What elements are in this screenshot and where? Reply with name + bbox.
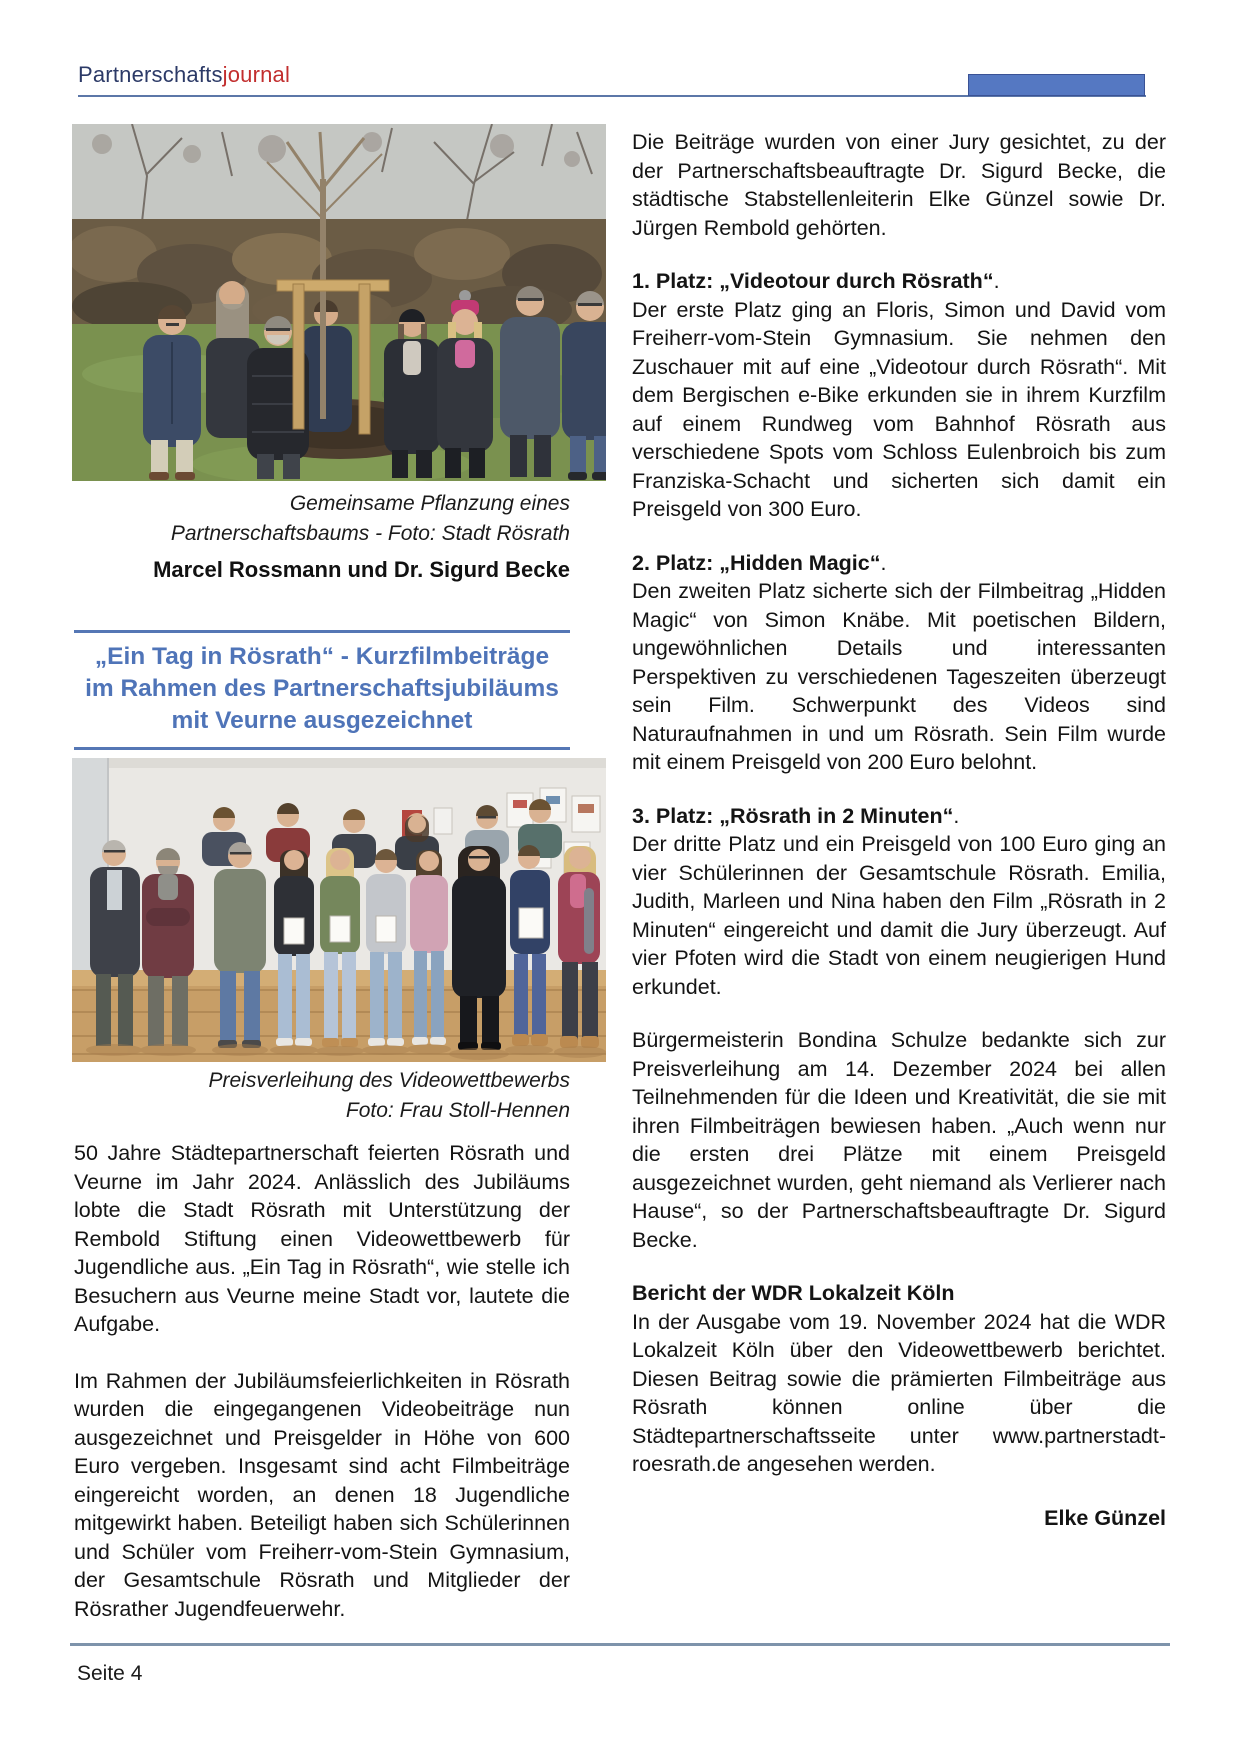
left-paragraph-1: 50 Jahre Städtepartnerschaft feierten Rösrath und Veurne im Jahr 2024. Anlässlich des Jubiläums lobte die Stadt Rösrath mit Unterstützung der Rembold Stiftung einen Videowettbewerb für Jugendliche aus. „Ein Tag in Rösrath“, wie stelle ich Besuchern aus Veurne meine Stadt vor, lautete die Aufgabe. <box>74 1141 570 1336</box>
mayor-paragraph: Bürgermeisterin Bondina Schulze bedankte sich zur Preisverleihung am 14. Dezember 2024 bei allen Teilnehmenden für die Ideen und Kreativität, die sie mit ihren Filmbeiträgen bewiesen haben. „Auch wenn nur die ersten drei Plätze mit einem Preisgeld ausgezeichnet wurden, geht niemand als Verlierer nach Hause“, so der Partnerschaftsbeauftragte Dr. Sigurd Becke. <box>632 1028 1166 1252</box>
prize1-body: Der erste Platz ging an Floris, Simon und David vom Freiherr-vom-Stein Gymnasium. Sie nehmen den Zuschauer mit auf eine „Videotour durch Rösrath“. Mit dem Bergischen e-Bike erkunden sie in ihrem Kurzfilm auf einem Rundweg vom Bahnhof Rösrath aus verschiedene Spots vom Schloss Eulenbroich bis zum Franziska-Schacht und sicherten sich damit ein Preisgeld von 300 Euro. <box>632 297 1166 521</box>
prize2-body: Den zweiten Platz sicherte sich der Filmbeitrag „Hidden Magic“ von Simon Knäbe. Mit poetischen Bildern, ungewöhnlichen Details und interessanten Perspektiven zu verschiedenen Tageszeiten überzeugt sein Film. Schwerpunkt des Videos sind Naturaufnahmen in und um Rösrath. Sein Film wurde mit einem Preisgeld von 200 Euro belohnt. <box>632 579 1166 774</box>
prize3-entry <box>632 802 1166 1002</box>
article-title-line3: mit Veurne ausgezeichnet <box>171 707 473 734</box>
photo-award-ceremony-illustration <box>72 758 606 1062</box>
article-title-line2: im Rahmen des Partnerschaftsjubiläums <box>85 675 559 702</box>
prize1-entry <box>632 267 1166 524</box>
wdr-heading: Bericht der WDR Lokalzeit Köln <box>632 1281 955 1305</box>
prize3-heading: 3. Platz: „Rösrath in 2 Minuten“. <box>632 803 960 828</box>
prize2-heading: 2. Platz: „Hidden Magic“. <box>632 550 887 575</box>
article-title-line1: „Ein Tag in Rösrath“ - Kurzfilmbeiträge <box>94 643 550 670</box>
article-title <box>74 630 570 750</box>
left-column-text <box>74 1139 570 1651</box>
page-number: Seite 4 <box>77 1662 143 1685</box>
footer-rule <box>70 1643 1170 1646</box>
photo1-byline: Marcel Rossmann und Dr. Sigurd Becke <box>153 557 570 582</box>
prize3-body: Der dritte Platz und ein Preisgeld von 100 Euro ging an vier Schülerinnen der Gesamtschule Rösrath. Emilia, Judith, Marleen und Nina haben den Film „Rösrath in 2 Minuten“ eingereicht und damit die Jury überzeugt. Auf vier Pfoten wird die Stadt von einem neugierigen Hund erkundet. <box>632 832 1166 999</box>
wdr-body: In der Ausgabe vom 19. November 2024 hat die WDR Lokalzeit Köln über den Videowettbewerb berichtet. Diesen Beitrag sowie die prämierten Filmbeiträge aus Rösrath können online über die Städtepartnerschaftsseite unter www.partnerstadt-roesrath.de angesehen werden. <box>632 1309 1166 1476</box>
photo1-caption-line2: Partnerschaftsbaums - Foto: Stadt Rösrath <box>170 522 570 545</box>
photo2-caption-line1: Preisverleihung des Videowettbewerbs <box>208 1069 570 1092</box>
photo-tree-planting <box>72 124 606 481</box>
right-column-text <box>632 128 1166 1557</box>
photo-award-ceremony <box>72 758 606 1062</box>
photo1-caption-line1: Gemeinsame Pflanzung eines <box>289 492 570 515</box>
intro-paragraph: Die Beiträge wurden von einer Jury gesichtet, zu der der Partnerschaftsbeauftragte Dr. Sigurd Becke, die städtische Stabstellenleiterin Elke Günzel sowie Dr. Jürgen Rembold gehörten. <box>632 130 1166 240</box>
photo2-caption <box>74 1066 570 1126</box>
signature: Elke Günzel <box>1044 1505 1166 1530</box>
left-paragraph-2: Im Rahmen der Jubiläumsfeierlichkeiten in Rösrath wurden die eingegangenen Videobeiträge nun ausgezeichnet und Preisgelder in Höhe von 600 Euro vergeben. Insgesamt sind acht Filmbeiträge eingereicht worden, an denen 18 Jugendliche mitgewirkt haben. Beteiligt haben sich Schülerinnen und Schüler vom Freiherr-vom-Stein Gymnasium, der Gesamtschule Rösrath und Mitglieder der Rösrather Jugendfeuerwehr. <box>74 1368 570 1621</box>
journal-brand <box>78 62 290 88</box>
photo-tree-planting-illustration <box>72 124 606 481</box>
photo1-caption <box>74 489 570 549</box>
header-accent-bar <box>968 74 1145 96</box>
brand-primary: Partnerschafts <box>78 62 223 87</box>
brand-accent: journal <box>222 62 291 87</box>
prize1-heading: 1. Platz: „Videotour durch Rösrath“. <box>632 269 1000 293</box>
prize2-entry <box>632 549 1166 777</box>
photo2-caption-line2: Foto: Frau Stoll-Hennen <box>345 1099 570 1122</box>
wdr-entry <box>632 1279 1166 1479</box>
